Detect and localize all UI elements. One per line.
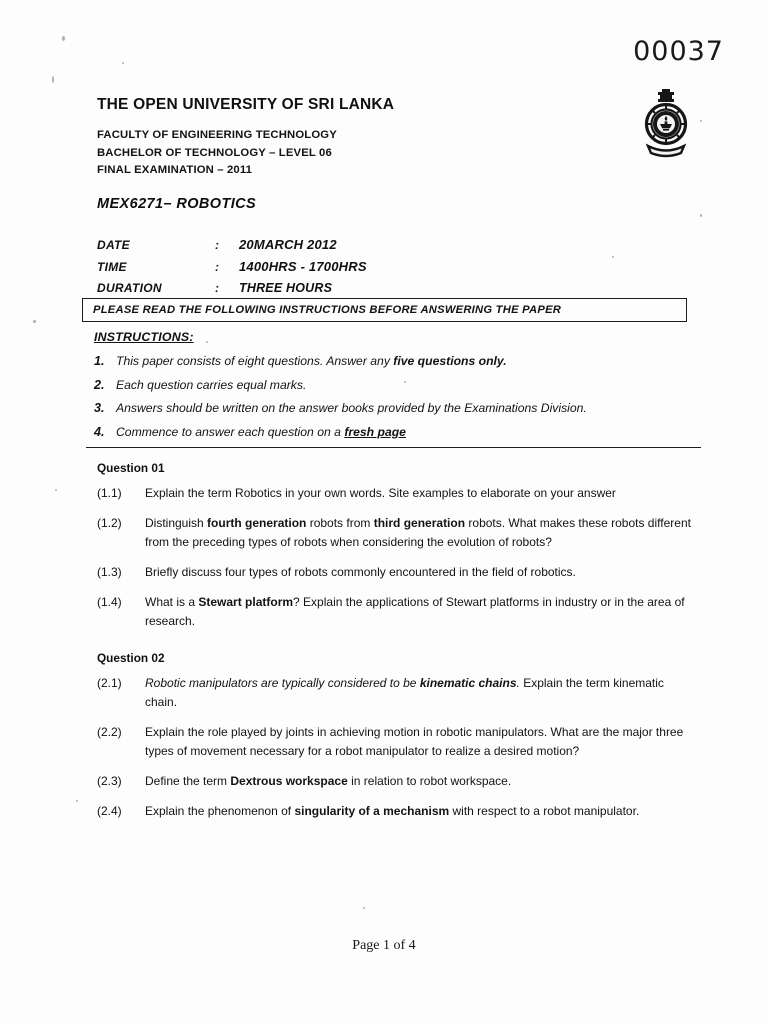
question-part-label: (1.4) (97, 595, 122, 609)
question-part-text: Explain the phenomenon of singularity of a mechanism with respect to a robot manipulator. (145, 804, 640, 818)
instructions-title: INSTRUCTIONS: (94, 330, 194, 344)
time-label: TIME (97, 260, 127, 274)
instruction-item (94, 424, 694, 440)
instruction-text: Each question carries equal marks. (116, 377, 307, 392)
question-part-text: Define the term Dextrous workspace in relation to robot workspace. (145, 774, 512, 788)
instruction-number: 2. (94, 377, 105, 392)
question-part-text: Explain the term Robotics in your own words. Site examples to elaborate on your answer (145, 486, 616, 500)
question-part (97, 802, 697, 821)
date-label: DATE (97, 238, 130, 252)
duration-label: DURATION (97, 281, 162, 295)
section-divider (86, 447, 701, 448)
question-part-label: (2.4) (97, 804, 122, 818)
question-part-label: (2.2) (97, 725, 122, 739)
question-part-text: Explain the role played by joints in achieving motion in robotic manipulators. What are the major three types of movement necessary for a robot manipulator to realize a desired motion? (145, 725, 684, 758)
instructions-section (94, 330, 694, 447)
question-part-text: Distinguish fourth generation robots from third generation robots. What makes these robots different from the preceding types of robots when considering the evolution of robots? (145, 516, 691, 549)
course-code-title: MEX6271– ROBOTICS (97, 195, 257, 212)
university-crest-icon (638, 88, 694, 160)
instruction-item (94, 377, 694, 393)
duration-colon: : (215, 281, 219, 295)
instruction-text: This paper consists of eight questions. Answer any five questions only. (116, 354, 507, 368)
meta-row-time (97, 256, 527, 278)
question-part-text: Robotic manipulators are typically considered to be kinematic chains. Explain the term kinematic chain. (145, 676, 664, 709)
meta-row-date (97, 234, 527, 256)
exam-header (97, 96, 567, 212)
time-colon: : (215, 260, 219, 274)
exam-meta-block (97, 234, 527, 299)
question-part (97, 723, 697, 761)
duration-value: THREE HOURS (239, 281, 333, 295)
examination-year: FINAL EXAMINATION – 2011 (97, 164, 253, 176)
question-part (97, 772, 697, 791)
time-value: 1400HRS - 1700HRS (239, 259, 367, 274)
instruction-banner-text: PLEASE READ THE FOLLOWING INSTRUCTIONS BEFORE ANSWERING THE PAPER (93, 304, 562, 316)
faculty-name: FACULTY OF ENGINEERING TECHNOLOGY (97, 129, 337, 141)
question-part (97, 563, 697, 582)
question-part-label: (1.1) (97, 486, 122, 500)
instruction-number: 1. (94, 354, 105, 368)
instruction-number: 4. (94, 424, 105, 439)
question-part-text: Briefly discuss four types of robots commonly encountered in the field of robotics. (145, 565, 576, 579)
page-footer: Page 1 of 4 (352, 938, 416, 953)
question-part-label: (1.2) (97, 516, 122, 530)
question-part (97, 484, 697, 503)
university-name: THE OPEN UNIVERSITY OF SRI LANKA (97, 96, 395, 113)
question-part (97, 514, 697, 552)
question-part-label: (2.1) (97, 676, 122, 690)
question-part (97, 674, 697, 712)
date-colon: : (215, 238, 219, 252)
instruction-number: 3. (94, 401, 105, 415)
programme-level: BACHELOR OF TECHNOLOGY – LEVEL 06 (97, 146, 332, 159)
question-heading-02: Question 02 (97, 651, 165, 665)
instruction-text: Commence to answer each question on a fresh page (116, 424, 406, 439)
question-part (97, 593, 697, 631)
question-part-label: (2.3) (97, 774, 122, 788)
questions-section (97, 461, 697, 832)
instruction-text: Answers should be written on the answer books provided by the Examinations Division. (116, 401, 587, 415)
instruction-item (94, 353, 694, 369)
instruction-item (94, 400, 694, 416)
date-value: 20MARCH 2012 (239, 237, 337, 252)
instruction-banner-box (82, 298, 687, 322)
exam-index-number: 00037 (633, 36, 724, 67)
question-part-label: (1.3) (97, 565, 122, 579)
question-part-text: What is a Stewart platform? Explain the applications of Stewart platforms in industry or in the area of research. (145, 595, 685, 628)
question-heading-01: Question 01 (97, 461, 165, 475)
meta-row-duration (97, 278, 527, 299)
